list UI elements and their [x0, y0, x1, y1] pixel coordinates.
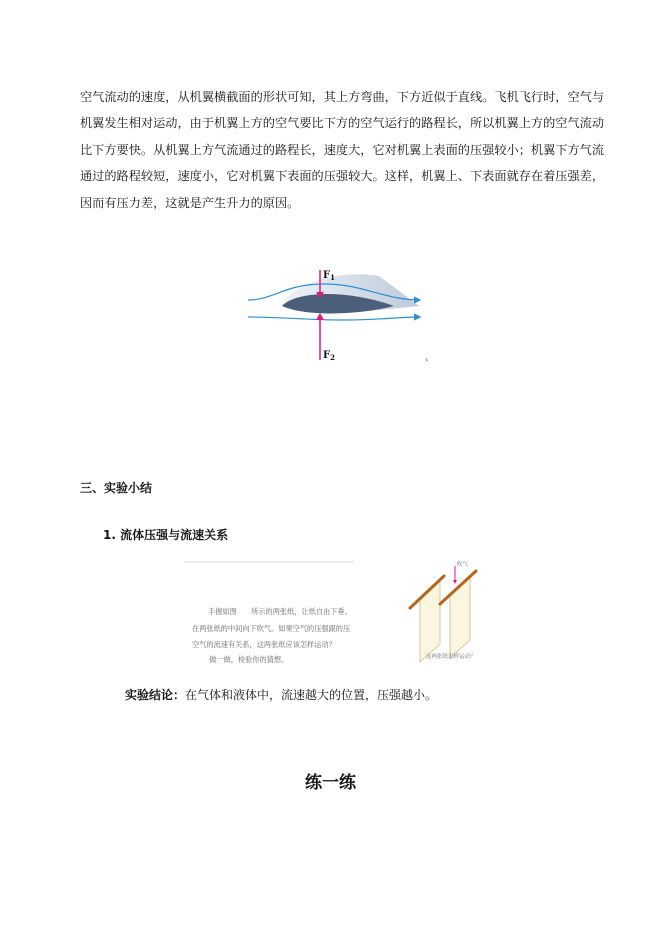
explanation-line: 因而有压力差，这就是产生升力的原因。	[80, 195, 300, 210]
conclusion-label: 实验结论：	[125, 688, 186, 702]
explanation-paragraph	[80, 84, 605, 216]
blow-arrowhead	[453, 580, 457, 584]
experiment-text-line: 手握如图 所示的两张纸，让纸自由下垂。	[208, 607, 352, 616]
explanation-line: 空气流动的速度，从机翼横截面的形状可知，其上方弯曲，下方近似于直线。飞机飞行时，空气与	[80, 90, 605, 104]
experiment-text-line: 在两张纸的中间向下吹气。如果空气的压强跟的压	[192, 624, 351, 633]
paper-sheet-right	[450, 576, 470, 658]
force-f2-arrowhead	[316, 313, 324, 320]
paper-sheet-left	[420, 580, 440, 662]
conclusion-text: 在气体和液体中，流速越大的位置，压强越小。	[185, 688, 438, 702]
explanation-line: 比下方要快。从机翼上方气流通过的路程长，速度大，它对机翼上表面的压强较小；机翼下方气流	[80, 142, 605, 157]
experiment-text-line: 做一做，检验你的猜想。	[202, 655, 289, 664]
experiment-text-line: 空气的流速有关系，这两张纸应该怎样运动？	[192, 640, 336, 649]
stray-mark: ‹	[425, 355, 429, 364]
explanation-line: 通过的路程较短，速度小，它对机翼下表面的压强较大。这样，机翼上、下表面就存在着压强差，	[80, 169, 605, 184]
subsection-heading: 1. 流体压强与流速关系	[103, 528, 229, 542]
blow-label: 吹气	[457, 562, 469, 568]
force-f2-label: $F_2$	[323, 350, 335, 362]
experiment-caption: 这两张纸怎样运动？	[426, 654, 476, 660]
wing-airflow-figure	[244, 266, 434, 376]
explanation-line: 机翼发生相对运动，由于机翼上方的空气要比下方的空气运行的路程长，所以机翼上方的空气流动	[80, 116, 605, 131]
section-heading: 三、实验小结	[80, 481, 153, 495]
force-f1-label: $F_1$	[323, 270, 335, 282]
practice-title: 练一练	[305, 773, 356, 793]
experiment-textbook-image	[178, 558, 490, 670]
lower-streamline	[248, 317, 420, 320]
experiment-conclusion	[125, 686, 437, 703]
